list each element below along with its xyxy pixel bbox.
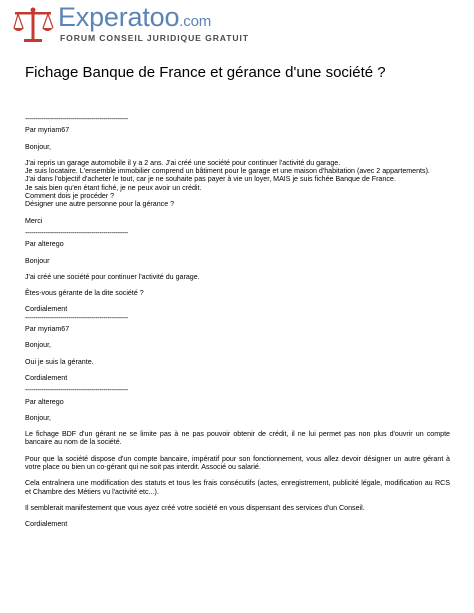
- site-header: [10, 4, 470, 46]
- post-paragraph: Pour que la société dispose d'un compte bancaire, impératif pour son fonctionnement, vous allez devoir désigner un autre gérant à votre place ou bien un co-gérant qui ne soit pas interdit. Associé ou salarié.: [25, 454, 450, 472]
- site-tagline: FORUM CONSEIL JURIDIQUE GRATUIT: [60, 33, 249, 43]
- post-paragraph: Bonjour: [25, 256, 50, 265]
- post: [25, 314, 450, 382]
- post-paragraph: Bonjour,: [25, 142, 52, 151]
- post-author: Par myriam67: [25, 325, 70, 334]
- post-paragraph: Cela entraînera une modification des statuts et tous les frais consécutifs (actes, enregistrement, publicité légale, modification au RCS et Chambre des Métiers vu l'activité etc...).: [25, 479, 450, 496]
- post-separator: --------------------------------------------------: [25, 115, 129, 123]
- post-paragraph: Bonjour,: [25, 413, 52, 422]
- post-paragraph: J'ai créé une société pour continuer l'activité du garage.: [25, 272, 200, 281]
- post-paragraph: Cordialement: [25, 520, 68, 529]
- post-paragraph: Il semblerait manifestement que vous ayez créé votre société en vous dispensant des services d'un Conseil.: [25, 503, 365, 512]
- brand-suffix: .com: [179, 13, 212, 30]
- post-author: Par alterego: [25, 240, 64, 249]
- post-paragraph: Cordialement: [25, 373, 68, 382]
- post-paragraph: Oui je suis la gérante.: [25, 357, 94, 366]
- post-author: Par alterego: [25, 397, 64, 406]
- post-paragraph: Le fichage BDF d'un gérant ne se limite pas à ne pas pouvoir obtenir de crédit, il ne lui permet pas non plus d'ouvrir un compte bancaire au nom de la société.: [25, 430, 450, 447]
- brand-name: Experatoo: [58, 2, 180, 32]
- post-author: Par myriam67: [25, 126, 70, 135]
- post-paragraph: Cordialement: [25, 305, 68, 314]
- post: [25, 386, 450, 528]
- scales-of-justice-icon: [12, 6, 54, 44]
- post-separator: --------------------------------------------------: [25, 386, 129, 395]
- post-paragraph: Merci: [25, 216, 43, 225]
- site-logo-text: [58, 2, 211, 33]
- thread-content: [25, 115, 450, 529]
- post-paragraph: Bonjour,: [25, 341, 52, 350]
- document-title: Fichage Banque de France et gérance d'une société ?: [25, 64, 386, 81]
- post: [25, 229, 450, 314]
- post-paragraph: Êtes-vous gérante de la dite société ?: [25, 289, 144, 298]
- post-paragraph: J'ai repris un garage automobile il y a 2 ans. J'ai créé une société pour continuer l'activité du garage. Je suis locataire. L'ensemble immobilier comprend un bâtiment pour le garage et une maison d'habitation (avec 2 appartements). J'ai dans l'objectif d'acheter le tout, car je ne souhaite pas payer à vie un loyer, MAIS je suis fichée Banque de France. Je sais bien qu'en étant fiché, je ne peux avoir un crédit. Comment dois je procéder ? Désigner une autre personne pour la gérance ?: [25, 158, 430, 209]
- post: [25, 115, 450, 225]
- post-separator: --------------------------------------------------: [25, 313, 129, 322]
- post-separator: --------------------------------------------------: [25, 228, 129, 237]
